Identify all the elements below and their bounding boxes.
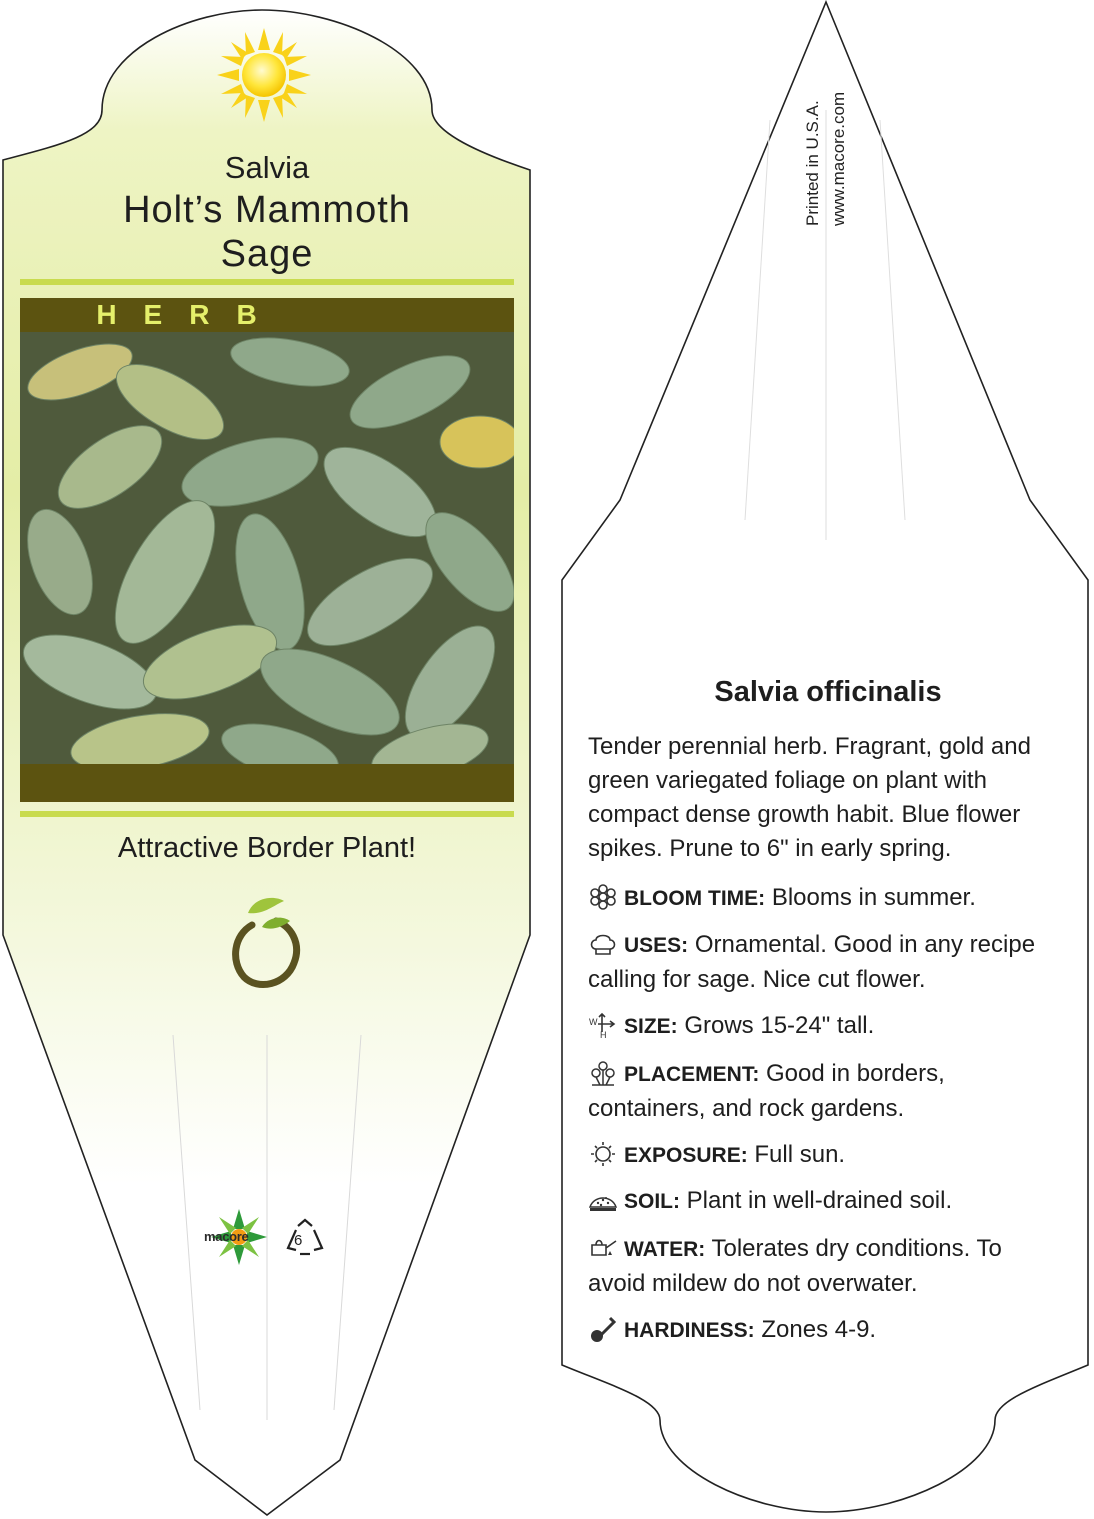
botanical-name: Salvia officinalis <box>714 676 942 708</box>
attribute-exposure <box>588 1138 1058 1173</box>
attribute-value: Zones 4-9. <box>761 1316 877 1343</box>
attribute-size <box>588 1009 1058 1044</box>
svg-text:H: H <box>600 1030 607 1038</box>
soil-icon <box>588 1187 618 1213</box>
category-label: HERB <box>96 299 284 330</box>
attribute-label: SOIL: <box>624 1190 680 1213</box>
watering-can-icon <box>588 1235 618 1261</box>
macore-logo-text: macore <box>204 1229 249 1244</box>
attribute-value: Full sun. <box>754 1141 846 1168</box>
attribute-uses <box>588 928 1058 997</box>
flower-icon <box>588 884 618 910</box>
attribute-value: Tolerates dry conditions. To avoid mildew do not overwater. <box>588 1235 1002 1297</box>
recycle-code: 6 <box>294 1232 303 1249</box>
attribute-value: Grows 15-24" tall. <box>684 1012 875 1039</box>
printer-info <box>800 26 852 226</box>
attribute-soil <box>588 1184 1058 1219</box>
attribute-label: SIZE: <box>624 1015 678 1038</box>
website-text: www.macore.com <box>829 91 848 226</box>
attribute-label: BLOOM TIME: <box>624 887 766 910</box>
attribute-label: WATER: <box>624 1238 706 1261</box>
size-icon <box>588 1012 618 1038</box>
placement-icon <box>588 1060 618 1086</box>
thermometer-icon <box>588 1316 618 1342</box>
attribute-label: EXPOSURE: <box>624 1144 748 1167</box>
cultivar-line-2: Sage <box>220 233 314 275</box>
chef-hat-icon <box>588 931 618 957</box>
attribute-label: USES: <box>624 934 689 957</box>
plant-description: Tender perennial herb. Fragrant, gold and green variegated foliage on plant with compact dense growth habit. Blue flower spikes. Prune to 6" in early spring. <box>588 733 1031 862</box>
attribute-value: Ornamental. Good in any recipe calling for sage. Nice cut flower. <box>588 931 1036 993</box>
sun-outline-icon <box>588 1141 618 1167</box>
attribute-label: HARDINESS: <box>624 1319 755 1342</box>
attribute-water <box>588 1232 1058 1301</box>
attribute-label: PLACEMENT: <box>624 1063 760 1086</box>
attribute-value: Good in borders, containers, and rock gardens. <box>588 1060 945 1122</box>
attribute-value: Plant in well-drained soil. <box>686 1187 953 1214</box>
attribute-bloom-time <box>588 881 1058 916</box>
attribute-placement <box>588 1057 1058 1126</box>
attribute-hardiness <box>588 1313 1058 1348</box>
genus-name: Salvia <box>224 150 310 185</box>
tagline: Attractive Border Plant! <box>117 832 417 864</box>
svg-text:W: W <box>589 1017 598 1027</box>
printed-in-text: Printed in U.S.A. <box>803 100 822 226</box>
attribute-value: Blooms in summer. <box>771 884 976 911</box>
cultivar-line-1: Holt’s Mammoth <box>123 189 411 231</box>
